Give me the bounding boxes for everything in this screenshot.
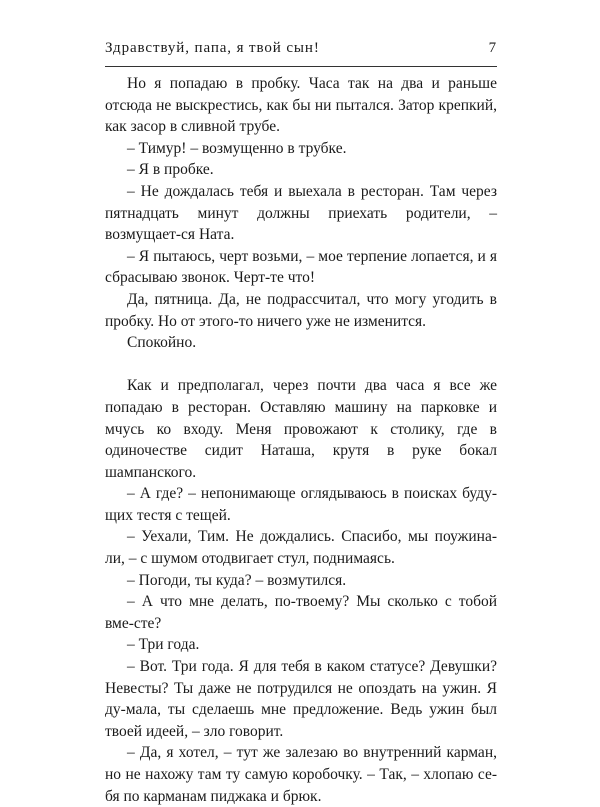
paragraph: – Уехали, Тим. Не дождались. Спасибо, мы поужина-ли, – с шумом отодвигает стул, поднимаясь. [105, 528, 497, 568]
paragraph: – А что мне делать, по-твоему? Мы сколько с тобой вме-сте? [105, 593, 497, 632]
paragraph: – Я в пробке. [127, 161, 214, 179]
paragraph: – Тимур! – возмущенно в трубке. [127, 139, 347, 157]
paragraph: Да, пятница. Да, не подрассчитал, что могу угодить в пробку. Но от этого-то ничего уже не изменится. [105, 290, 497, 330]
paragraph: Спокойно. [127, 334, 197, 352]
body-text [105, 73, 497, 807]
section-break [105, 354, 497, 376]
header-rule [105, 66, 497, 67]
paragraph: Как и предполагал, через почти два часа я все же попадаю в ресторан. Оставляю машину на парковке и мчусь ко входу. Меня провожают к столику, где в одиночестве сидит Наташа, крутя в руке бокал шампанского. [105, 377, 497, 481]
paragraph: – Погоди, ты куда? – возмутился. [127, 571, 347, 589]
running-header [105, 40, 497, 62]
paragraph: – Не дождалась тебя и выехала в ресторан. Там через пятнадцать минут должны приехать родители, – возмущает-ся Ната. [105, 182, 497, 244]
paragraph: – Да, я хотел, – тут же залезаю во внутренний карман, но не нахожу там ту самую коробочку. – Так, – хлопаю се-бя по карманам пиджака и брюк. [105, 744, 497, 805]
paragraph: – Я пытаюсь, черт возьми, – мое терпение лопается, и я сбрасываю звонок. Черт-те что! [105, 247, 497, 287]
paragraph: Но я попадаю в пробку. Часа так на два и раньше отсюда не выскрестись, как бы ни пытался. Затор крепкий, как засор в сливной трубе. [105, 75, 497, 136]
running-title: Здравствуй, папа, я твой сын! [105, 40, 320, 56]
paragraph: – А где? – непонимающе оглядываюсь в поисках буду-щих тестя с тещей. [105, 485, 497, 524]
paragraph: – Три года. [127, 636, 200, 654]
paragraph: – Вот. Три года. Я для тебя в каком статусе? Девушки? Невесты? Ты даже не потрудился не опоздать на ужин. Я ду-мала, ты сделаешь мне предложение. Ведь ужин был твоей идеей, – зло говорит. [105, 658, 497, 740]
page-number: 7 [488, 40, 497, 56]
